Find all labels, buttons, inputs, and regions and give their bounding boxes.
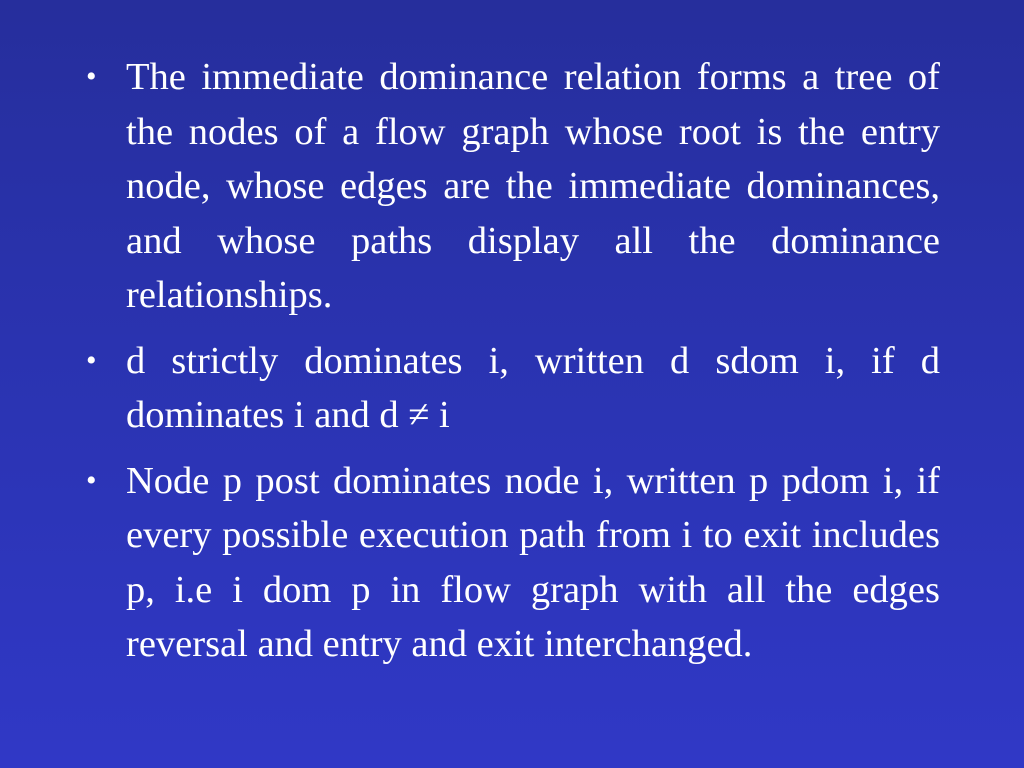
bullet-icon: • [86, 60, 97, 93]
bullet-text-1: The immediate dominance relation forms a tree of the nodes of a flow graph whose root is the entry node, whose edges are the immediate dominances, and whose paths display all the dominance relationships. [126, 56, 940, 316]
bullet-text-2: d strictly dominates i, written d sdom i, if d dominates i and d ≠ i [126, 339, 940, 436]
bullet-item-3 [84, 454, 940, 672]
bullet-icon: • [86, 463, 97, 497]
bullet-icon: • [86, 343, 97, 377]
bullet-item-2 [84, 334, 940, 443]
bullet-list [84, 50, 940, 683]
bullet-item-1 [84, 50, 940, 323]
bullet-text-3: Node p post dominates node i, written p pdom i, if every possible execution path from i to exit includes p, i.e i dom p in flow graph with all the edges reversal and entry and exit interchanged. [126, 459, 940, 665]
